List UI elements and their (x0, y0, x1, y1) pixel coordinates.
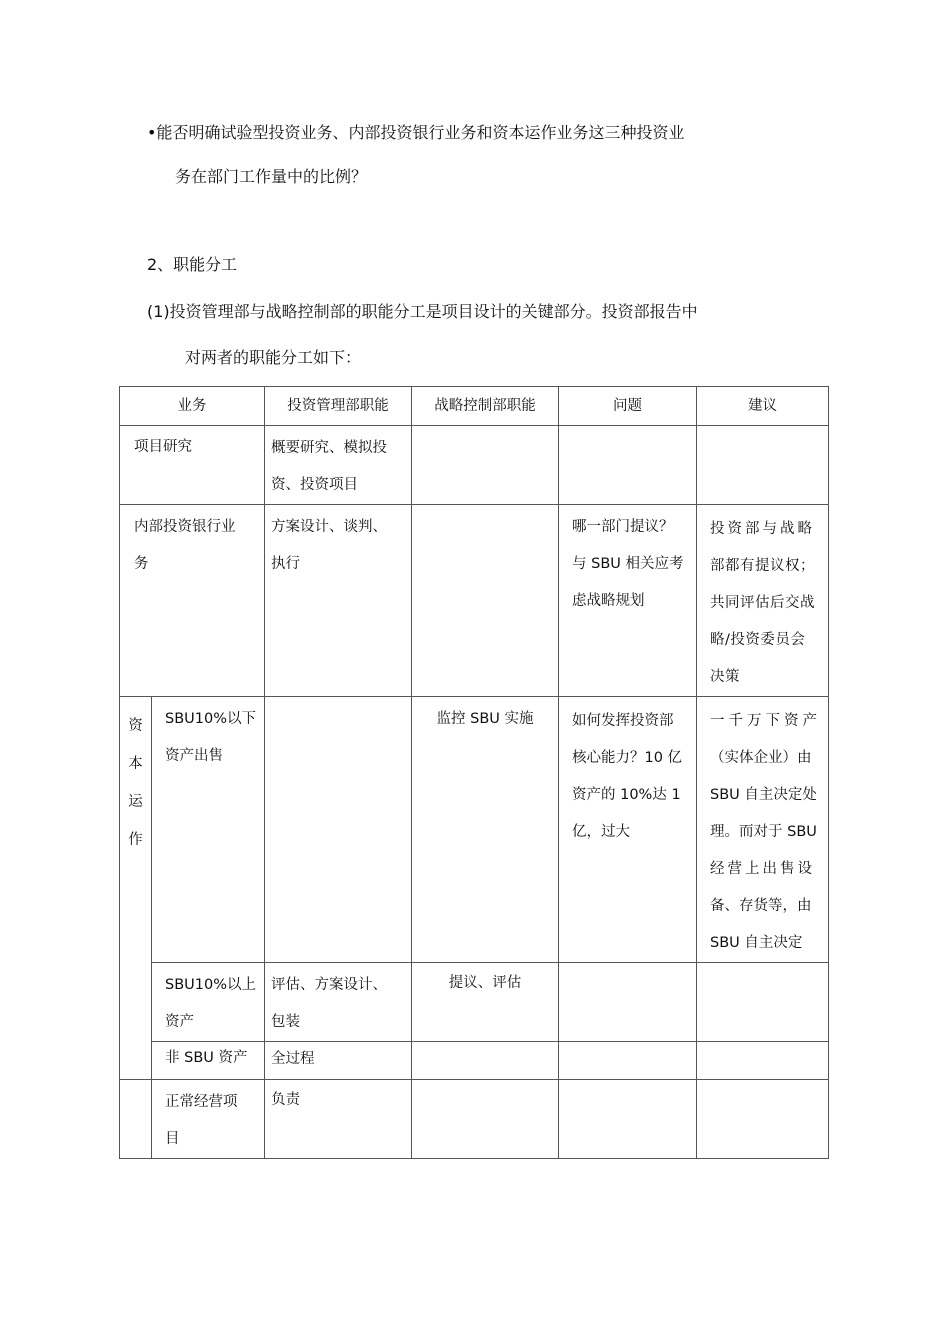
row5-sub-cell (152, 1042, 265, 1080)
row2-invest-cell (265, 505, 412, 697)
row2-invest-line1: 方案设计、谈判、 (271, 519, 387, 535)
row3-advice-cell (697, 697, 829, 963)
row3-advice-line6: 备、存货等，由 (710, 898, 812, 914)
table-row (120, 505, 829, 697)
row3-advice-line4: 理。而对于 SBU (710, 824, 817, 840)
row3-sub-line1: SBU10%以下 (165, 711, 256, 727)
capital-char-3: 运 (128, 794, 143, 810)
row2-invest-line2: 执行 (271, 556, 300, 572)
row4-strategy: 提议、评估 (448, 975, 522, 991)
row4-strategy-cell (412, 963, 559, 1042)
row4-invest-cell (265, 963, 412, 1042)
row2-issue-line2: 与 SBU 相关应考 (572, 556, 684, 572)
row3-sub-cell (152, 697, 265, 963)
row5-invest-cell (265, 1042, 412, 1080)
row2-advice-line1: 投资部与战略 (710, 521, 815, 537)
row6-sub-line2: 目 (165, 1131, 180, 1147)
row2-strategy-cell (412, 505, 559, 697)
table-header-row (120, 387, 829, 426)
row1-advice-cell (697, 426, 829, 505)
row4-issue-cell (559, 963, 697, 1042)
table-row (120, 426, 829, 505)
row1-invest-cell (265, 426, 412, 505)
row5-issue-cell (559, 1042, 697, 1080)
row2-advice-line4: 略/投资委员会 (710, 632, 806, 648)
row4-invest-line1: 评估、方案设计、 (271, 977, 387, 993)
table-row (120, 1042, 829, 1080)
row5-advice-cell (697, 1042, 829, 1080)
header-issue: 问题 (559, 387, 697, 426)
table-row (120, 963, 829, 1042)
row3-sub-line2: 资产出售 (165, 748, 223, 764)
row6-invest-cell (265, 1080, 412, 1159)
row3-advice-line2: （实体企业）由 (710, 750, 812, 766)
row3-advice-line7: SBU 自主决定 (710, 935, 803, 951)
row3-strategy-cell (412, 697, 559, 963)
row6-sub-cell (152, 1080, 265, 1159)
row3-strategy: 监控 SBU 实施 (436, 711, 534, 727)
row4-invest-line2: 包装 (271, 1014, 300, 1030)
capital-operation-group-cell (120, 697, 152, 1080)
row3-advice-line5: 经营上出售设 (710, 861, 815, 877)
row3-issue-line2: 核心能力？10 亿 (572, 750, 683, 766)
row4-sub-line1: SBU10%以上 (165, 977, 256, 993)
capital-char-4: 作 (128, 832, 143, 848)
table-row (120, 697, 829, 963)
capital-char-1: 资 (128, 718, 143, 734)
row1-business: 项目研究 (134, 439, 192, 455)
row1-strategy-cell (412, 426, 559, 505)
section-heading: 2、职能分工 (147, 255, 238, 274)
paragraph-line-2: 对两者的职能分工如下： (185, 348, 362, 367)
row5-sub: 非 SBU 资产 (165, 1050, 248, 1066)
row2-business-line2: 务 (134, 556, 149, 572)
row2-business-line1: 内部投资银行业 (134, 519, 236, 535)
row1-invest-line1: 概要研究、模拟投 (271, 440, 387, 456)
row3-advice-line1: 一千万下资产 (710, 713, 821, 729)
header-investment-function: 投资管理部职能 (265, 387, 412, 426)
row3-issue-line1: 如何发挥投资部 (572, 713, 674, 729)
row6-strategy-cell (412, 1080, 559, 1159)
header-business: 业务 (120, 387, 265, 426)
row2-advice-line3: 共同评估后交战 (710, 595, 815, 611)
row6-invest: 负责 (271, 1092, 300, 1108)
row4-advice-cell (697, 963, 829, 1042)
row3-issue-line4: 亿，过大 (572, 824, 630, 840)
row6-issue-cell (559, 1080, 697, 1159)
header-advice: 建议 (697, 387, 829, 426)
bullet-line-2: 务在部门工作量中的比例？ (175, 167, 368, 186)
row3-issue-cell (559, 697, 697, 963)
header-strategy-function: 战略控制部职能 (412, 387, 559, 426)
row2-advice-line2: 部都有提议权； (710, 558, 815, 574)
row4-sub-line2: 资产 (165, 1014, 194, 1030)
row5-strategy-cell (412, 1042, 559, 1080)
row3-invest-cell (265, 697, 412, 963)
row2-issue-line3: 虑战略规划 (572, 593, 645, 609)
row5-invest: 全过程 (271, 1051, 315, 1067)
row3-advice-line3: SBU 自主决定处 (710, 787, 817, 803)
row1-issue-cell (559, 426, 697, 505)
bullet-line-1: •能否明确试验型投资业务、内部投资银行业务和资本运作业务这三种投资业 (147, 123, 685, 142)
row1-invest-line2: 资、投资项目 (271, 477, 358, 493)
row6-sub-line1: 正常经营项 (165, 1094, 238, 1110)
row2-advice-cell (697, 505, 829, 697)
row3-issue-line3: 资产的 10%达 1 (572, 787, 681, 803)
row6-group-cell (120, 1080, 152, 1159)
row2-issue-line1: 哪一部门提议？ (572, 519, 674, 535)
row4-sub-cell (152, 963, 265, 1042)
function-division-table (119, 386, 829, 1159)
capital-char-2: 本 (128, 756, 143, 772)
row6-advice-cell (697, 1080, 829, 1159)
row1-business-cell (120, 426, 265, 505)
paragraph-line-1: (1)投资管理部与战略控制部的职能分工是项目设计的关键部分。投资部报告中 (147, 302, 698, 321)
row2-advice-line5: 决策 (710, 669, 740, 685)
row2-issue-cell (559, 505, 697, 697)
row2-business-cell (120, 505, 265, 697)
table-row (120, 1080, 829, 1159)
